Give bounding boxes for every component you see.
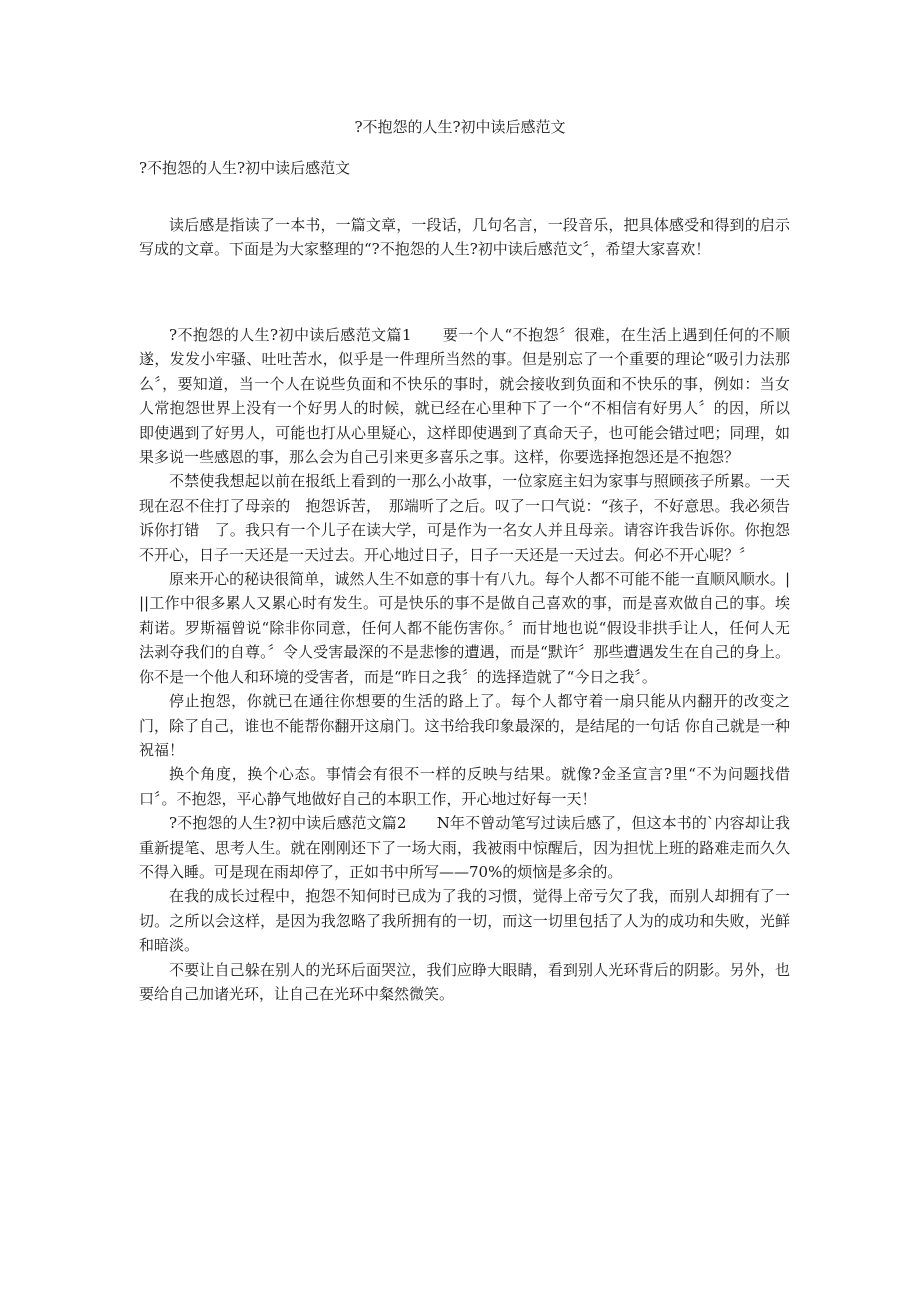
intro-paragraph: 读后感是指读了一本书，一篇文章，一段话，几句名言，一段音乐，把具体感受和得到的启示写成的文章。下面是为大家整理的“?不抱怨的人生?初中读后感范文〞，希望大家喜欢！ xyxy=(139,216,790,259)
body-paragraph: 停止抱怨，你就已在通往你想要的生活的路上了。每个人都守着一扇只能从内翻开的改变之门，除了自己，谁也不能帮你翻开这扇门。这书给我印象最深的，是结尾的一句话 你自己就是一种祝福！ xyxy=(139,692,790,759)
body-paragraph: 不要让自己躲在别人的光环后面哭泣，我们应睁大眼睛，看到别人光环背后的阴影。另外，也要给自己加诸光环，让自己在光环中粲然微笑。 xyxy=(139,960,790,1003)
body-paragraph: ?不抱怨的人生?初中读后感范文篇1 要一个人“不抱怨〞很难，在生活上遇到任何的不顺遂，发发小牢骚、吐吐苦水，似乎是一件理所当然的事。但是别忘了一个重要的理论“吸引力法那么〞，要知道，当一个人在说些负面和不快乐的事时，就会接收到负面和不快乐的事，例如：当女人常抱怨世界上没有一个好男人的时候，就已经在心里种下了一个“不相信有好男人〞的因，所以即使遇到了好男人，可能也打从心里疑心，这样即使遇到了真命天子，也可能会错过吧；同理，如果多说一些感恩的事，那么会为自己引来更多喜乐之事。这样，你要选择抱怨还是不抱怨？ xyxy=(139,326,790,467)
body-paragraph: 换个角度，换个心态。事情会有很不一样的反映与结果。就像?金圣宣言?里“不为问题找借口〞。不抱怨，平心静气地做好自己的本职工作，开心地过好每一天！ xyxy=(139,765,790,808)
body-paragraph: 原来开心的秘诀很简单，诚然人生不如意的事十有八九。每个人都不可能不能一直顺风顺水。|||工作中很多累人又累心时有发生。可是快乐的事不是做自己喜欢的事，而是喜欢做自己的事。埃莉诺。罗斯福曾说“除非你同意，任何人都不能伤害你。〞而甘地也说“假设非拱手让人，任何人无法剥夺我们的自尊。〞令人受害最深的不是悲惨的遭遇，而是“默许〞那些遭遇发生在自己的身上。你不是一个他人和环境的受害者，而是“昨日之我〞的选择造就了“今日之我〞。 xyxy=(139,570,790,686)
article-body xyxy=(139,323,790,1006)
body-paragraph: 在我的成长过程中，抱怨不知何时已成为了我的习惯，觉得上帝亏欠了我，而别人却拥有了一切。之所以会这样，是因为我忽略了我所拥有的一切，而这一切里包括了人为的成功和失败，光鲜和暗淡。 xyxy=(139,887,790,955)
intro-section xyxy=(139,213,790,262)
document-subtitle: ?不抱怨的人生?初中读后感范文 xyxy=(139,159,351,177)
document-title: ?不抱怨的人生?初中读后感范文 xyxy=(354,118,566,136)
body-paragraph: 不禁使我想起以前在报纸上看到的一那么小故事，一位家庭主妇为家事与照顾孩子所累。一天现在忍不住打了母亲的 抱怨诉苦， 那端听了之后。叹了一口气说：“孩子，不好意思。我必须告诉你打错 了。我只有一个儿子在读大学，可是作为一名女人并且母亲。请容许我告诉你。你抱怨不开心，日子一天还是一天过去。开心地过日子，日子一天还是一天过去。何必不开心呢？〞 xyxy=(139,472,790,564)
body-paragraph: ?不抱怨的人生?初中读后感范文篇2 N年不曾动笔写过读后感了，但这本书的`内容却让我重新提笔、思考人生。就在刚刚还下了一场大雨，我被雨中惊醒后，因为担忧上班的路难走而久久不得入睡。可是现在雨却停了，正如书中所写——70%的烦恼是多余的。 xyxy=(139,814,790,881)
